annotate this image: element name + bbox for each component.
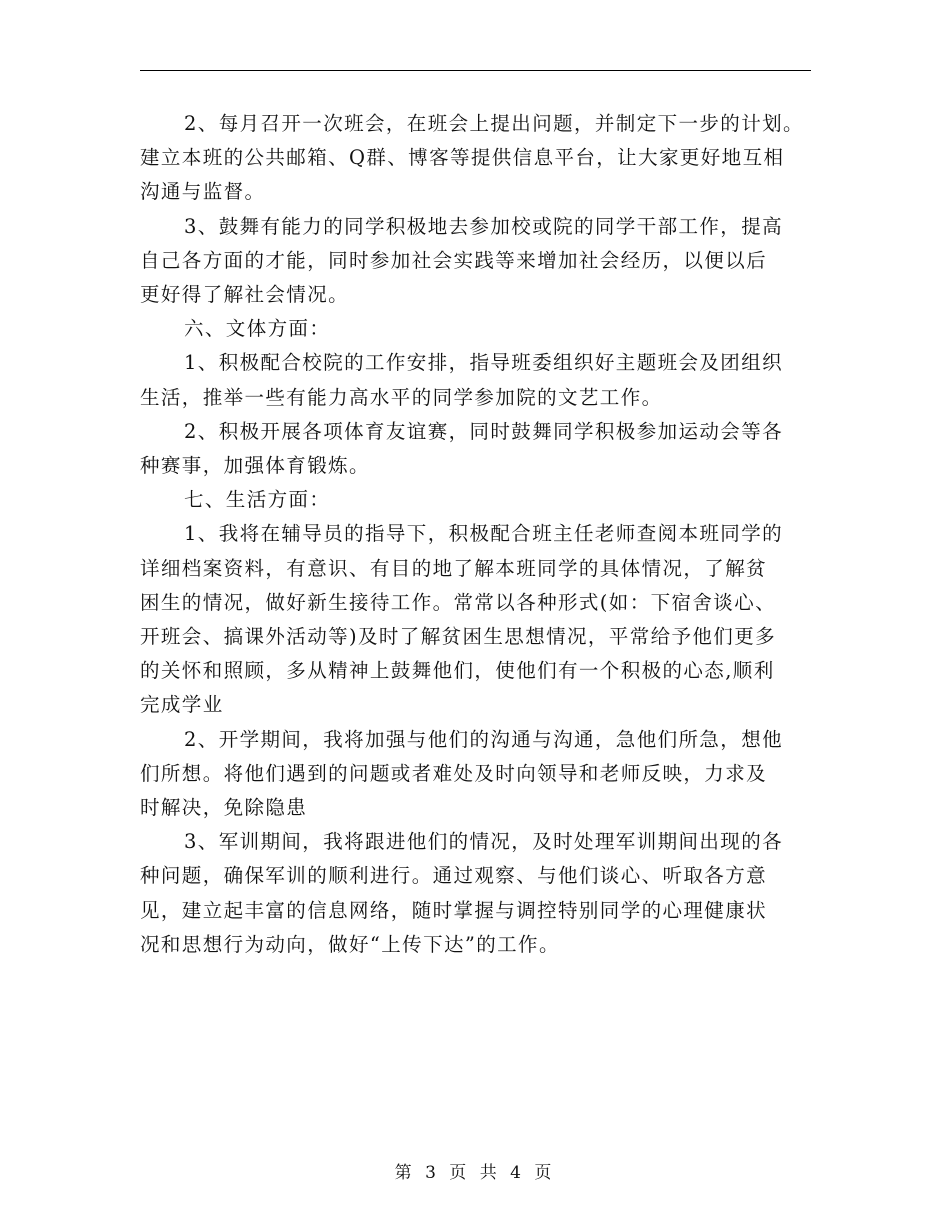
text-line: 时解决，免除隐患	[140, 796, 308, 820]
text-line: 们所想。将他们遇到的问题或者难处及时向领导和老师反映，力求及	[140, 761, 768, 785]
text-line: 1、积极配合校院的工作安排，指导班委组织好主题班会及团组织	[184, 351, 784, 375]
text-line: 建立本班的公共邮箱、Q群、博客等提供信息平台，让大家更好地互相	[140, 146, 785, 170]
text-line: 种赛事，加强体育锻炼。	[140, 454, 370, 478]
text-line: 3、军训期间，我将跟进他们的情况，及时处理军训期间出现的各	[184, 830, 784, 854]
text-line: 生活，推举一些有能力高水平的同学参加院的文艺工作。	[140, 385, 663, 409]
text-line: 2、开学期间，我将加强与他们的沟通与沟通，急他们所急，想他	[184, 727, 784, 751]
text-line: 开班会、搞课外活动等)及时了解贫困生思想情况，平常给予他们更多	[140, 625, 777, 649]
text-line: 自己各方面的才能，同时参加社会实践等来增加社会经历，以便以后	[140, 248, 768, 272]
text-line: 更好得了解社会情况。	[140, 283, 350, 307]
text-line: 见，建立起丰富的信息网络，随时掌握与调控特别同学的心理健康状	[140, 898, 768, 922]
text-line: 完成学业	[140, 693, 224, 717]
text-line: 沟通与监督。	[140, 180, 266, 204]
document-body	[140, 107, 820, 962]
text-line: 困生的情况，做好新生接待工作。常常以各种形式(如：下宿舍谈心、	[140, 590, 777, 614]
text-line: 的关怀和照顾，多从精神上鼓舞他们，使他们有一个积极的心态,顺利	[140, 659, 775, 683]
text-line: 3、鼓舞有能力的同学积极地去参加校或院的同学干部工作，提高	[184, 214, 784, 238]
text-line: 1、我将在辅导员的指导下，积极配合班主任老师查阅本班同学的	[184, 522, 784, 546]
text-line: 六、文体方面：	[184, 317, 331, 341]
text-line: 况和思想行为动向，做好“上传下达”的工作。	[140, 932, 560, 956]
page-number-footer: 第 3 页 共 4 页	[394, 1163, 556, 1183]
header-rule	[140, 70, 811, 71]
text-line: 2、积极开展各项体育友谊赛，同时鼓舞同学积极参加运动会等各	[184, 419, 784, 443]
text-line: 七、生活方面：	[184, 488, 331, 512]
text-line: 种问题，确保军训的顺利进行。通过观察、与他们谈心、听取各方意	[140, 864, 768, 888]
text-line: 详细档案资料，有意识、有目的地了解本班同学的具体情况，了解贫	[140, 556, 768, 580]
text-line: 2、每月召开一次班会，在班会上提出问题，并制定下一步的计划。	[184, 112, 804, 135]
